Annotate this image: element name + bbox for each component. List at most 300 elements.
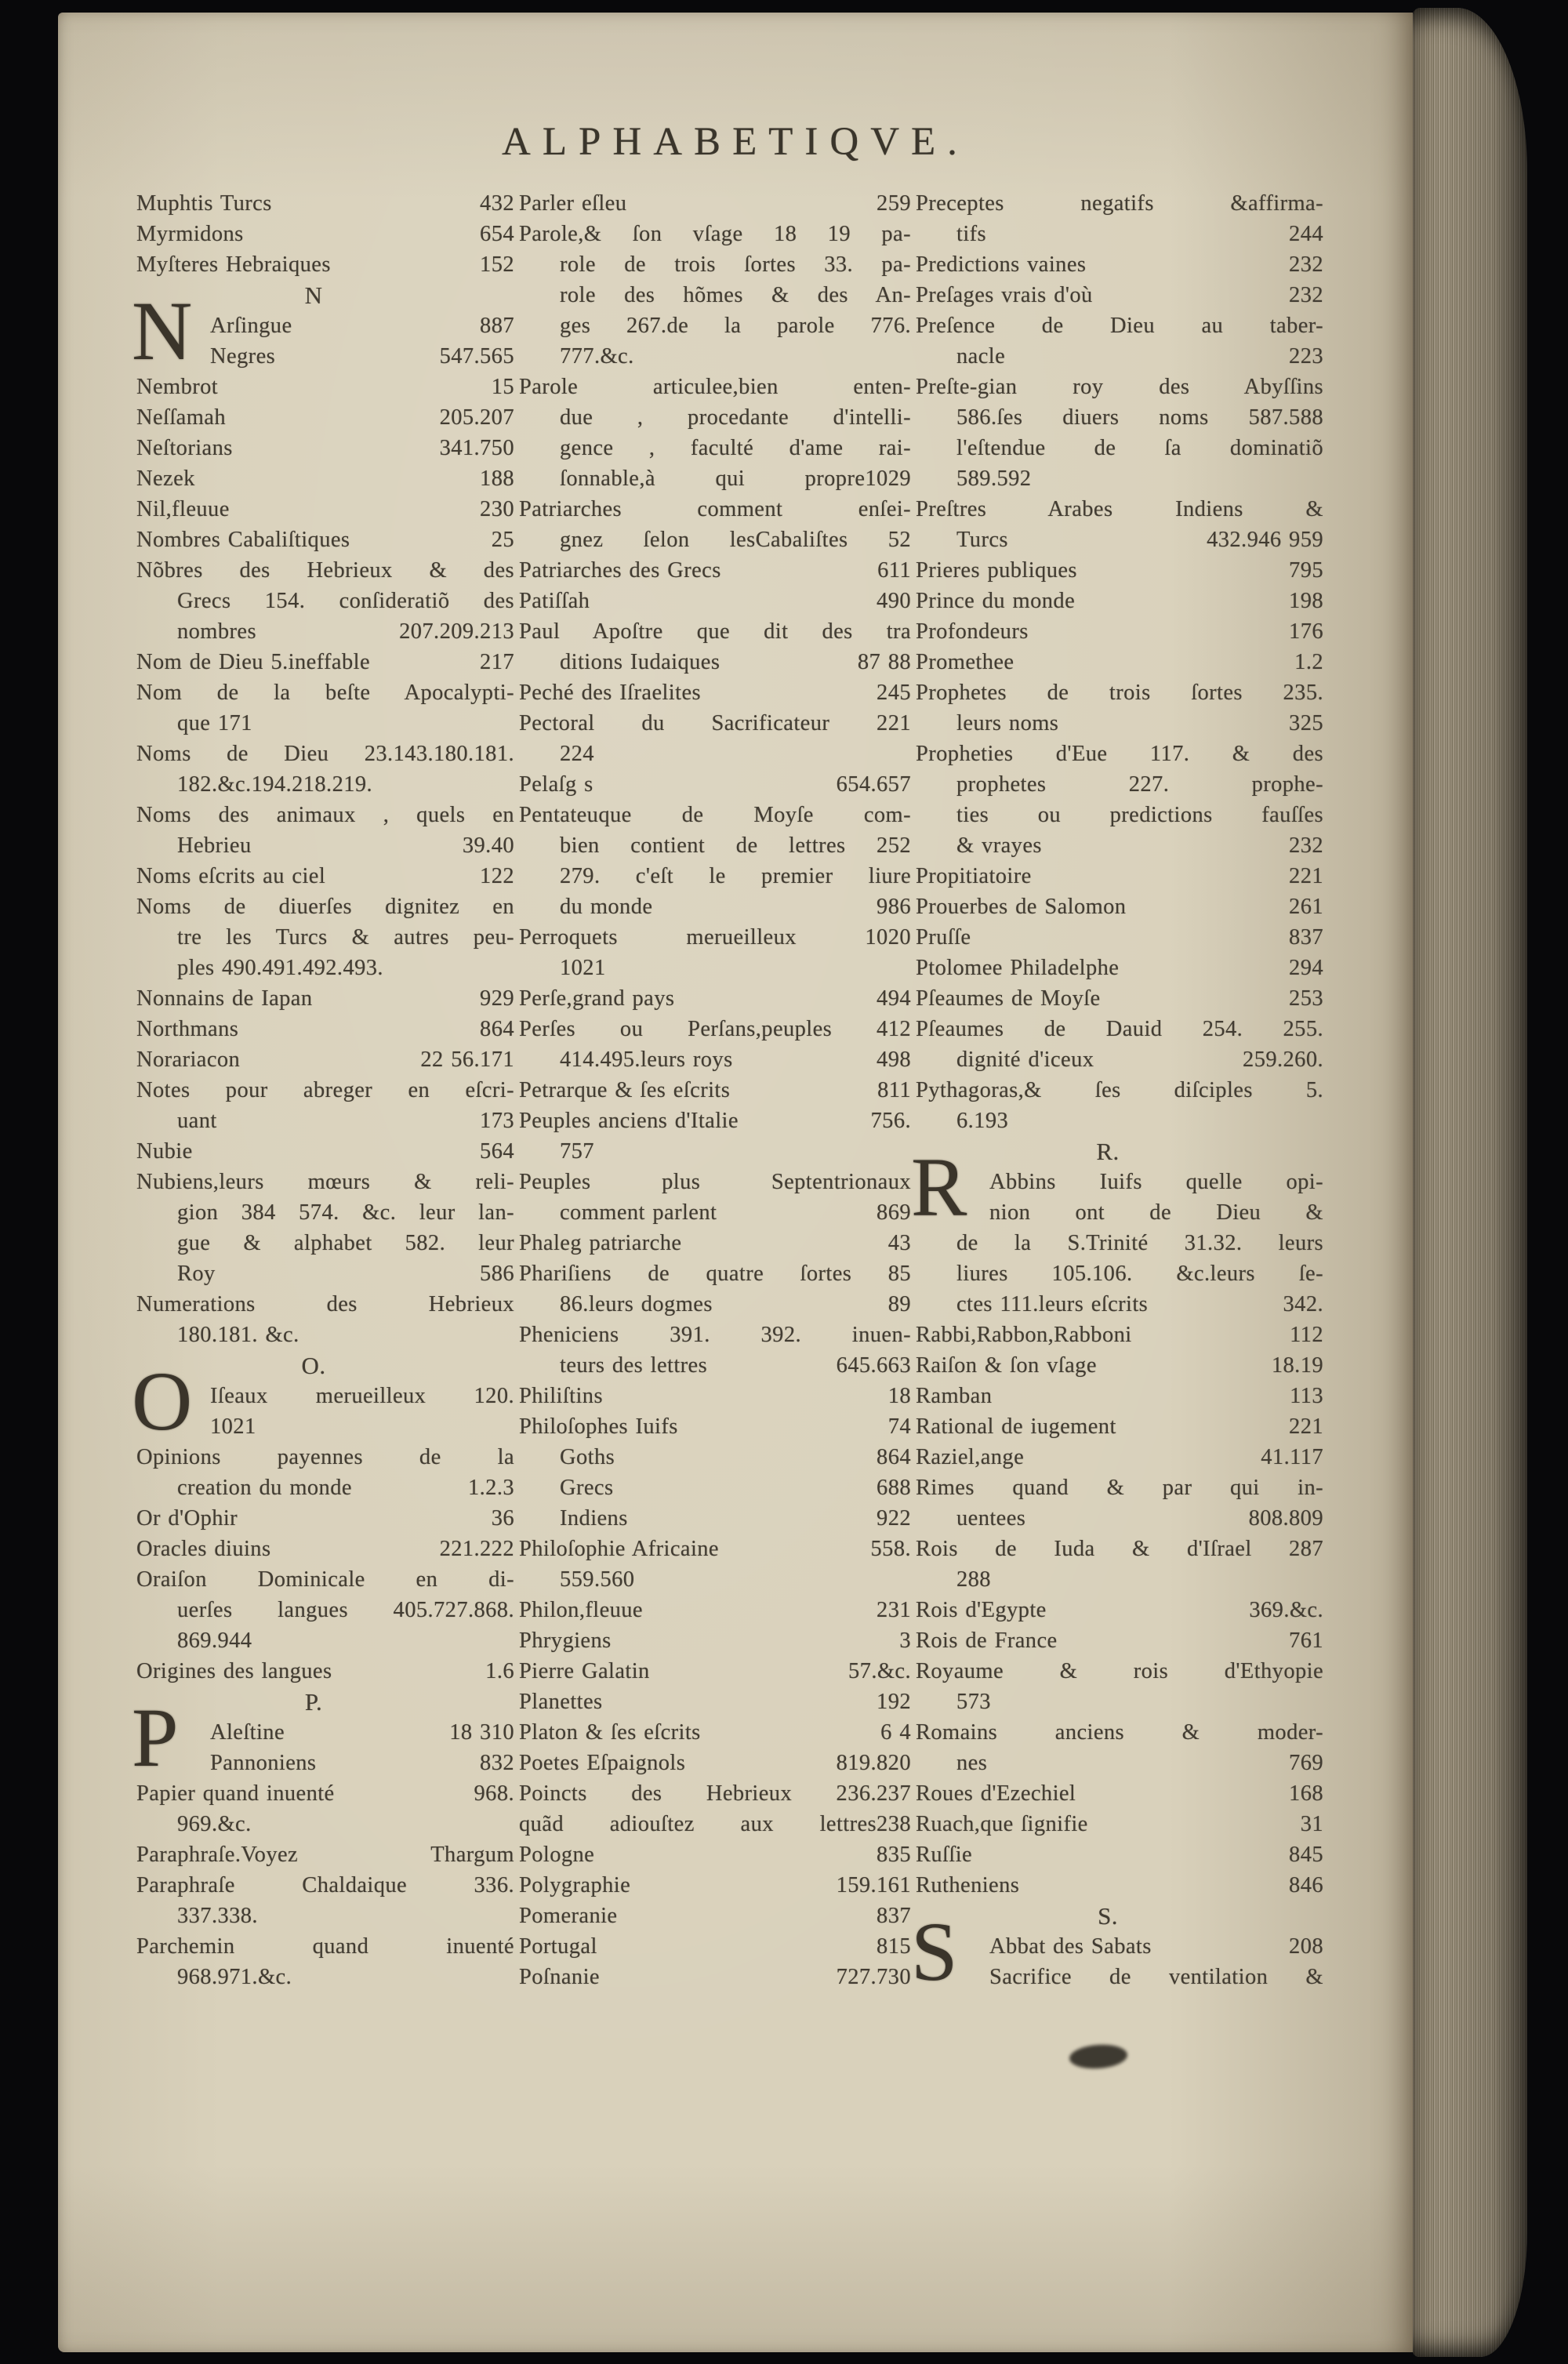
- index-entry-line: [136, 372, 514, 402]
- index-entry-line: [519, 280, 911, 310]
- entry-text: Iſeaux merueilleux 120.: [210, 1384, 514, 1408]
- index-entry-line: [916, 1595, 1323, 1625]
- entry-text: teurs des lettres: [560, 1353, 708, 1378]
- entry-text: Pelaſg s: [519, 772, 593, 797]
- page-ref: 259: [877, 191, 911, 216]
- index-entry-line: [519, 555, 911, 586]
- entry-text: Preceptes negatifs &affirma-: [916, 191, 1323, 216]
- entry-text: prophetes 227. prophe-: [956, 772, 1323, 797]
- entry-text: Ruach,que ſignifie: [916, 1812, 1088, 1836]
- entry-text: Peuples plus Septentrionaux: [519, 1170, 911, 1194]
- entry-text: uerſes langues 405.727.868.: [177, 1598, 514, 1622]
- entry-text: Ramban: [916, 1384, 993, 1408]
- entry-text: ples 490.491.492.493.: [177, 956, 383, 980]
- index-entry-line: [916, 647, 1323, 677]
- entry-text: Noms de Dieu 23.143.180.181.: [136, 742, 514, 766]
- page-ref: 837: [877, 1904, 911, 1928]
- page-ref: 761: [1289, 1629, 1323, 1653]
- index-entry-line: [519, 1595, 911, 1625]
- index-entry-line: [519, 402, 911, 433]
- index-entry-line: [916, 1044, 1323, 1075]
- index-entry-line: [136, 1044, 514, 1075]
- page-ref: 230: [480, 497, 514, 521]
- entry-text: ges 267.de la parole 776.: [560, 314, 911, 338]
- entry-text: Pruſſe: [916, 925, 971, 950]
- entry-text: Noms de diuerſes dignitez en: [136, 895, 514, 919]
- index-entry-line: [136, 1136, 514, 1167]
- index-entry-line: [136, 188, 514, 219]
- page-ref: 869: [877, 1200, 911, 1225]
- index-entry-line: [989, 1197, 1323, 1228]
- index-entry-line: [916, 1687, 1323, 1717]
- page-ref: 208: [1289, 1934, 1323, 1959]
- entry-text: Pythagoras,& ſes diſciples 5.: [916, 1078, 1323, 1102]
- entry-text: Phaleg patriarche: [519, 1231, 682, 1255]
- entry-text: Numerations des Hebrieux: [136, 1292, 514, 1316]
- index-entry-line: [519, 525, 911, 555]
- page-ref: 432.946 959: [1207, 528, 1323, 552]
- page-ref: 89: [887, 1292, 911, 1316]
- page-ref: 654.657: [836, 772, 911, 797]
- entry-text: Raziel,ange: [916, 1445, 1025, 1469]
- index-entry-line: [519, 1350, 911, 1381]
- entry-text: Negres: [210, 344, 276, 369]
- entry-text: Nezek: [136, 467, 195, 491]
- entry-text: Nembrot: [136, 375, 219, 399]
- index-entry-line: [916, 616, 1323, 647]
- page-ref: 122: [480, 864, 514, 888]
- entry-text: role de trois ſortes 33. pa-: [560, 252, 911, 277]
- index-entry-line: [136, 953, 514, 983]
- page-ref: 342.: [1283, 1292, 1323, 1316]
- entry-text: Nubiens,leurs mœurs & reli-: [136, 1170, 514, 1194]
- index-entry-line: [210, 1411, 514, 1442]
- entry-text: creation du monde: [177, 1476, 352, 1500]
- index-entry-line: [519, 1228, 911, 1258]
- index-entry-line: [136, 555, 514, 586]
- entry-text: Propheties d'Eue 117. & des: [916, 742, 1323, 766]
- index-entry-line: [519, 372, 911, 402]
- index-entry-line: [136, 1014, 514, 1044]
- index-entry-line: [136, 1106, 514, 1136]
- page-ref: 756.: [870, 1109, 911, 1133]
- index-entry-line: [916, 1442, 1323, 1473]
- page-ref: 261: [1289, 895, 1323, 919]
- entry-text: Noms eſcrits au ciel: [136, 864, 326, 888]
- entry-text: nion ont de Dieu &: [989, 1200, 1323, 1225]
- index-entry-line: [519, 861, 911, 891]
- entry-text: Polygraphie: [519, 1873, 631, 1897]
- index-entry-line: [136, 1870, 514, 1901]
- entry-text: Nombres Cabaliſtiques: [136, 528, 350, 552]
- index-entry-line: [136, 1901, 514, 1931]
- page-ref: 494: [877, 986, 911, 1011]
- index-entry-line: [519, 616, 911, 647]
- index-entry-line: [519, 1381, 911, 1411]
- index-entry-line: [519, 1289, 911, 1320]
- index-entry-line: [136, 1442, 514, 1473]
- page-ref: 253: [1289, 986, 1323, 1011]
- page-ref: 18: [887, 1384, 911, 1408]
- index-column-3: [911, 188, 1323, 1999]
- entry-text: Abbins Iuifs quelle opi-: [989, 1170, 1323, 1194]
- entry-text: Philon,fleuue: [519, 1598, 643, 1622]
- entry-text: Poincts des Hebrieux 236.237: [519, 1781, 911, 1806]
- entry-text: & vrayes: [956, 833, 1042, 858]
- index-entry-line: [136, 1228, 514, 1258]
- page-ref: 986: [877, 895, 911, 919]
- index-entry-line: [519, 463, 911, 494]
- index-entry-line: [519, 1014, 911, 1044]
- index-entry-line: [136, 616, 514, 647]
- entry-text: 777.&c.: [560, 344, 634, 369]
- index-entry-line: [136, 586, 514, 616]
- section-letter: P.: [304, 1688, 323, 1716]
- index-entry-line: [519, 647, 911, 677]
- page-ref: 22 56.171: [420, 1048, 514, 1072]
- section-heading: [916, 1136, 1323, 1167]
- index-entry-line: [136, 739, 514, 769]
- entry-text: Roues d'Ezechiel: [916, 1781, 1076, 1806]
- page-ref: 18 310: [449, 1720, 514, 1745]
- index-entry-line: [136, 1075, 514, 1106]
- entry-text: Phariſiens de quatre ſortes 85: [519, 1262, 911, 1286]
- index-entry-line: [136, 800, 514, 830]
- section-heading: [136, 280, 514, 310]
- index-entry-line: [519, 1197, 911, 1228]
- page-title: ALPHABETIQVE.: [502, 120, 969, 164]
- page-ref: 929: [480, 986, 514, 1011]
- entry-text: Rutheniens: [916, 1873, 1020, 1897]
- index-entry-line: [916, 1870, 1323, 1901]
- page-ref: 205.207: [439, 405, 514, 430]
- page-ref: 232: [1289, 283, 1323, 307]
- entry-text: Rois de France: [916, 1629, 1058, 1653]
- page-ref: 864: [480, 1017, 514, 1041]
- entry-text: Nonnains de Iapan: [136, 986, 313, 1011]
- entry-text: Origines des langues: [136, 1659, 332, 1683]
- index-entry-line: [916, 188, 1323, 219]
- page-ref: 198: [1289, 589, 1323, 613]
- entry-text: Pologne: [519, 1843, 595, 1867]
- entry-text: 573: [956, 1690, 991, 1714]
- index-entry-line: [519, 1044, 911, 1075]
- entry-text: Neſtorians: [136, 436, 233, 460]
- page-ref: 259.260.: [1243, 1048, 1323, 1072]
- page-ref: 57.&c.: [848, 1659, 911, 1683]
- entry-text: Myſteres Hebraiques: [136, 252, 331, 277]
- page-ref: 36: [491, 1506, 514, 1531]
- page-ref: 490: [877, 589, 911, 613]
- section-heading: [136, 1350, 514, 1381]
- index-entry-line: [916, 494, 1323, 525]
- entry-text: ties ou predictions fauſſes: [956, 803, 1323, 827]
- entry-text: Grecs 154. conſideratiõ des: [177, 589, 514, 613]
- index-entry-line: [136, 1656, 514, 1687]
- entry-text: nes: [956, 1751, 988, 1775]
- entry-text: Perroquets merueilleux 1020: [519, 925, 911, 950]
- entry-text: Philoſophes Iuifs: [519, 1414, 678, 1439]
- index-entry-line: [916, 586, 1323, 616]
- entry-text: Rois de Iuda & d'Iſrael 287: [916, 1537, 1323, 1561]
- index-entry-line: [519, 188, 911, 219]
- page-ref: 25: [491, 528, 514, 552]
- index-entry-line: [136, 891, 514, 922]
- entry-text: Myrmidons: [136, 222, 244, 246]
- entry-text: gue & alphabet 582. leur: [177, 1231, 514, 1255]
- entry-text: Pſeaumes de Moyſe: [916, 986, 1101, 1011]
- page-ref: 654: [480, 222, 514, 246]
- entry-text: Ruſſie: [916, 1843, 973, 1867]
- entry-text: Parole,& ſon vſage 18 19 pa-: [519, 222, 911, 246]
- entry-text: Paraphraſe Chaldaique 336.: [136, 1873, 514, 1897]
- page-ref: 244: [1289, 222, 1323, 246]
- entry-text: Rabbi,Rabbon,Rabboni: [916, 1323, 1132, 1347]
- entry-text: Poſnanie: [519, 1965, 600, 1989]
- index-entry-line: [136, 1625, 514, 1656]
- drop-cap: R: [911, 1142, 967, 1234]
- drop-cap: S: [911, 1906, 958, 1999]
- entry-text: de la S.Trinité 31.32. leurs: [956, 1231, 1323, 1255]
- entry-text: Rimes quand & par qui in-: [916, 1476, 1323, 1500]
- entry-text: nombres: [177, 619, 256, 644]
- index-entry-line: [519, 1442, 911, 1473]
- entry-text: 589.592: [956, 467, 1032, 491]
- index-entry-line: [916, 1289, 1323, 1320]
- page-ref: 152: [480, 252, 514, 277]
- entry-text: Parler eſleu: [519, 191, 627, 216]
- page-ref: 231: [877, 1598, 911, 1622]
- entry-text: Propitiatoire: [916, 864, 1032, 888]
- entry-text: Patiſſah: [519, 589, 590, 613]
- index-entry-line: [519, 677, 911, 708]
- book-fore-edge: [1413, 8, 1527, 2357]
- entry-text: Prouerbes de Salomon: [916, 895, 1127, 919]
- index-entry-line: [519, 1136, 911, 1167]
- entry-text: Patriarches comment enſei-: [519, 497, 911, 521]
- page-ref: 769: [1289, 1751, 1323, 1775]
- entry-text: Sacrifice de ventilation &: [989, 1965, 1323, 1989]
- index-entry-line: [136, 769, 514, 800]
- index-entry-line: [519, 1564, 911, 1595]
- index-entry-line: [916, 525, 1323, 555]
- entry-text: Oracles diuins: [136, 1537, 271, 1561]
- index-entry-line: [519, 708, 911, 739]
- entry-text: Preſages vrais d'où: [916, 283, 1093, 307]
- page-ref: 221: [1289, 864, 1323, 888]
- page-ref: 558.: [870, 1537, 911, 1561]
- page-ref: 43: [887, 1231, 911, 1255]
- index-entry-line: [519, 1962, 911, 1992]
- entry-text: 1021: [210, 1414, 256, 1439]
- entry-text: Patriarches des Grecs: [519, 558, 721, 583]
- page-ref: 245: [877, 681, 911, 705]
- index-entry-line: [916, 1717, 1323, 1748]
- page-ref: 811: [877, 1078, 911, 1102]
- index-entry-line: [136, 525, 514, 555]
- index-entry-line: [136, 1258, 514, 1289]
- index-entry-line: [136, 830, 514, 861]
- entry-text: Rois d'Egypte: [916, 1598, 1047, 1622]
- page-ref: 1.6: [485, 1659, 514, 1683]
- entry-text: Muphtis Turcs: [136, 191, 272, 216]
- index-entry-line: [519, 1473, 911, 1503]
- page-ref: 221.222: [439, 1537, 514, 1561]
- entry-text: Philiſtins: [519, 1384, 603, 1408]
- index-entry-line: [136, 1931, 514, 1962]
- index-entry-line: [916, 861, 1323, 891]
- entry-text: 288: [956, 1567, 991, 1592]
- index-entry-line: [136, 1839, 514, 1870]
- index-entry-line: [916, 830, 1323, 861]
- index-entry-line: [916, 372, 1323, 402]
- index-entry-line: [519, 249, 911, 280]
- entry-text: Philoſophie Africaine: [519, 1537, 719, 1561]
- page-ref: 586: [480, 1262, 514, 1286]
- index-entry-line: [916, 1411, 1323, 1442]
- section-letter: N: [304, 281, 323, 309]
- page-ref: 369.&c.: [1249, 1598, 1323, 1622]
- page-ref: 887: [480, 314, 514, 338]
- entry-text: Pectoral du Sacrificateur 221: [519, 711, 911, 735]
- entry-text: Indiens: [560, 1506, 628, 1531]
- entry-text: tifs: [956, 222, 987, 246]
- index-entry-line: [519, 1320, 911, 1350]
- entry-text: Prophetes de trois ſortes 235.: [916, 681, 1323, 705]
- page-ref: 173: [480, 1109, 514, 1133]
- page-ref: 217: [480, 650, 514, 674]
- entry-text: Predictions vaines: [916, 252, 1087, 277]
- entry-text: 586.ſes diuers noms 587.588: [956, 405, 1323, 430]
- index-entry-line: [519, 1656, 911, 1687]
- index-entry-line: [916, 677, 1323, 708]
- index-entry-line: [519, 1778, 911, 1809]
- entry-text: Portugal: [519, 1934, 597, 1959]
- index-entry-line: [136, 1564, 514, 1595]
- entry-text: Turcs: [956, 528, 1008, 552]
- entry-text: dignité d'iceux: [956, 1048, 1094, 1072]
- index-entry-line: [519, 1931, 911, 1962]
- entry-text: Preſence de Dieu au taber-: [916, 314, 1323, 338]
- index-entry-line: [916, 310, 1323, 341]
- index-entry-line: [519, 1748, 911, 1778]
- index-entry-line: [136, 922, 514, 953]
- entry-text: nacle: [956, 344, 1006, 369]
- entry-text: 414.495.leurs roys: [560, 1048, 733, 1072]
- index-entry-line: [136, 1778, 514, 1809]
- index-entry-line: [916, 280, 1323, 310]
- index-entry-line: [519, 1901, 911, 1931]
- page-ref: 846: [1289, 1873, 1323, 1897]
- page-ref: 808.809: [1248, 1506, 1323, 1531]
- entry-text: tre les Turcs & autres peu-: [177, 925, 514, 950]
- entry-text: Pentateuque de Moyſe com-: [519, 803, 911, 827]
- entry-text: Pomeranie: [519, 1904, 618, 1928]
- page-ref: 819.820: [836, 1751, 911, 1775]
- index-entry-line: [519, 922, 911, 953]
- page-ref: 611: [877, 558, 911, 583]
- page-ref: 795: [1289, 558, 1323, 583]
- index-entry-line: [519, 1625, 911, 1656]
- index-entry-line: [916, 953, 1323, 983]
- index-entry-line: [136, 708, 514, 739]
- index-entry-line: [916, 219, 1323, 249]
- index-entry-line: [519, 769, 911, 800]
- page-ref: 112: [1290, 1323, 1323, 1347]
- entry-text: Poetes Eſpaignols: [519, 1751, 686, 1775]
- page-ref: 74: [887, 1414, 911, 1439]
- entry-text: Perſe,grand pays: [519, 986, 675, 1011]
- drop-cap: P: [132, 1692, 179, 1785]
- index-entry-line: [519, 586, 911, 616]
- index-entry-line: [519, 1258, 911, 1289]
- section-letter: O.: [301, 1352, 326, 1379]
- page-ref: 232: [1289, 252, 1323, 277]
- index-entry-line: [916, 249, 1323, 280]
- page-ref: 221: [1289, 1414, 1323, 1439]
- page-ref: 176: [1289, 619, 1323, 644]
- index-entry-line: [916, 1381, 1323, 1411]
- index-entry-line: [136, 983, 514, 1014]
- index-entry-line: [916, 1503, 1323, 1534]
- index-entry-line: [916, 922, 1323, 953]
- index-entry-line: [210, 1748, 514, 1778]
- entry-text: du monde: [560, 895, 653, 919]
- entry-text: 968.971.&c.: [177, 1965, 292, 1989]
- entry-text: Rational de iugement: [916, 1414, 1116, 1439]
- page-ref: 432: [480, 191, 514, 216]
- index-entry-line: [916, 433, 1323, 463]
- entry-text: Nil,fleuue: [136, 497, 230, 521]
- entry-text: 6.193: [956, 1109, 1009, 1133]
- page-ref: 498: [877, 1048, 911, 1072]
- entry-text: Pheniciens 391. 392. inuen-: [519, 1323, 911, 1347]
- entry-text: Petrarque & ſes eſcrits: [519, 1078, 731, 1102]
- entry-text: 969.&c.: [177, 1812, 252, 1836]
- drop-cap: N: [132, 285, 193, 378]
- entry-text: Nõbres des Hebrieux & des: [136, 558, 514, 583]
- index-entry-line: [916, 1258, 1323, 1289]
- entry-text: Parole articulee,bien enten-: [519, 375, 911, 399]
- entry-text: 559.560: [560, 1567, 635, 1592]
- page-ref: 3: [899, 1629, 911, 1653]
- index-entry-line: [916, 800, 1323, 830]
- entry-text: gnez ſelon lesCabaliſtes 52: [560, 528, 911, 552]
- book-page: [58, 13, 1413, 2352]
- entry-text: ſonnable,à qui propre1029: [560, 467, 911, 491]
- index-entry-line: [136, 861, 514, 891]
- index-entry-line: [519, 341, 911, 372]
- entry-text: Preſte-gian roy des Abyſſins: [916, 375, 1323, 399]
- index-entry-line: [136, 1595, 514, 1625]
- index-entry-line: [916, 983, 1323, 1014]
- page-ref: 832: [480, 1751, 514, 1775]
- index-entry-line: [519, 1534, 911, 1564]
- page-ref: 6 4: [880, 1720, 911, 1745]
- entry-text: 279. c'eſt le premier liure: [560, 864, 911, 888]
- entry-text: 86.leurs dogmes: [560, 1292, 713, 1316]
- index-entry-line: [916, 1564, 1323, 1595]
- page-ref: 168: [1289, 1781, 1323, 1806]
- entry-text: Promethee: [916, 650, 1014, 674]
- entry-text: Prieres publiques: [916, 558, 1077, 583]
- entry-text: Northmans: [136, 1017, 239, 1041]
- page-ref: 688: [877, 1476, 911, 1500]
- entry-text: 757: [560, 1139, 594, 1164]
- page-ref: 15: [491, 375, 514, 399]
- index-entry-line: [519, 1106, 911, 1136]
- entry-text: Aleſtine: [210, 1720, 285, 1745]
